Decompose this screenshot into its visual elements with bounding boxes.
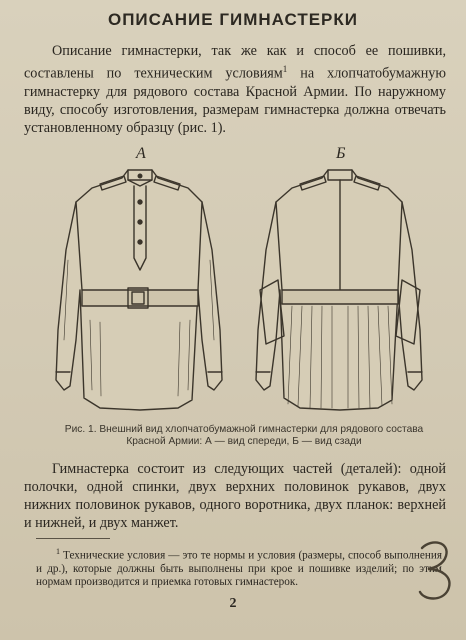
footnote-reference: 1 (282, 64, 288, 74)
body-paragraph: Гимнастерка состоит из следующих частей (деталей): одной полочки, одной спинки, двух верхних половинок рукавов, двух нижних половинок рукавов, одного воротника, двух планок: верхней и нижней, и двух манжет. (24, 461, 446, 531)
tunic-front-view (56, 170, 222, 410)
handwritten-mark (414, 536, 458, 606)
footnote-divider (36, 538, 110, 539)
intro-text-before: Описание гимнастерки, так же как и способ ее пошивки, составлены по техническим условиям (24, 43, 446, 82)
page-title: ОПИСАНИЕ ГИМНАСТЕРКИ (107, 10, 358, 29)
footnote (36, 545, 442, 589)
footnote-marker: 1 (56, 547, 60, 556)
back-view-label: Б (336, 145, 346, 162)
tunic-drawing (30, 140, 440, 422)
footnote-text: Технические условия — это те нормы и условия (размеры, способ выполнения и др.), которые должны быть выполнены при крое и пошивке изделий; по этим нормам производится и приемка готовых гимнастерок. (36, 549, 442, 588)
page-number: 2 (229, 596, 237, 611)
figure-tunic-illustration (30, 140, 440, 422)
tunic-back-view (256, 170, 422, 410)
front-view-label: А (136, 145, 146, 162)
intro-paragraph (24, 42, 446, 137)
intro-text-after: на хлопчатобумажную гимнастерку для рядового состава Красной Армии. По наружному виду, способу изготовления, размерам гимнастерка должна отвечать установленному образцу (рис. 1). (24, 65, 446, 136)
figure-caption: Рис. 1. Внешний вид хлопчатобумажной гимнастерки для рядового состава Красной Армии: А — вид спереди, Б — вид сзади (64, 424, 424, 447)
